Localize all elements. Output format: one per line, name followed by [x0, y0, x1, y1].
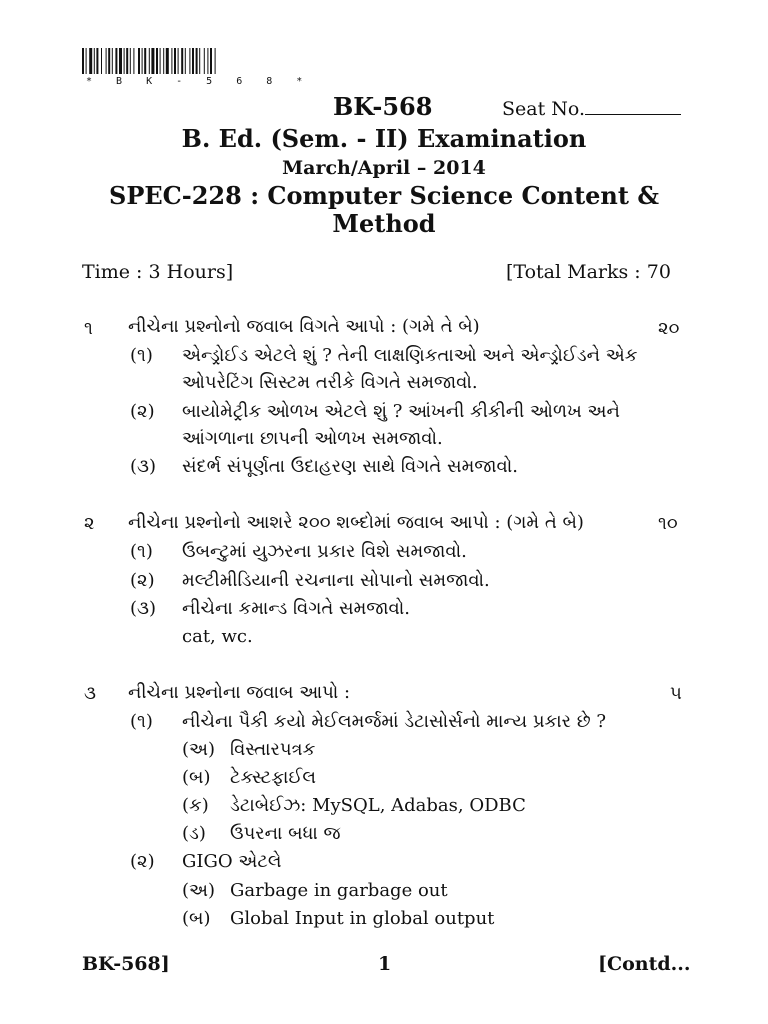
q3-sub-2-label: (૨): [130, 851, 155, 872]
page-number: 1: [378, 953, 392, 975]
q3-sub-1-option-c-label: (ક): [182, 795, 209, 816]
q3-sub-1-option-d-label: (ડ): [182, 823, 206, 844]
seat-number-field: [502, 98, 681, 120]
question-2-marks: ૧૦: [658, 513, 678, 534]
q3-sub-1-option-a-label: (અ): [182, 739, 216, 760]
q3-sub-2-text: GIGO એટલે: [182, 851, 282, 872]
footer-paper-code: BK-568]: [82, 953, 170, 975]
q3-sub-2-option-b-text: Global Input in global output: [230, 908, 495, 929]
question-1-number: ૧: [84, 318, 93, 339]
q1-item-3-label: (૩): [130, 456, 157, 477]
question-3-number: ૩: [84, 683, 96, 704]
subject-title-line2: Method: [332, 209, 436, 238]
q3-sub-1-label: (૧): [130, 711, 153, 732]
q1-item-3-text: સંદર્ભ સંપૂર્ણતા ઉદાહરણ સાથે વિગતે સમજાવો.: [182, 456, 518, 477]
q3-sub-1-option-c-text: ડેટાબેઈઝ: MySQL, Adabas, ODBC: [230, 795, 526, 816]
seat-label: Seat No.: [502, 98, 586, 120]
q2-item-1-text: ઉબન્ટુમાં યુઝરના પ્રકાર વિશે સમજાવો.: [182, 541, 467, 562]
paper-code: BK-568: [333, 92, 433, 121]
q2-item-1-label: (૧): [130, 541, 153, 562]
q3-sub-2-option-a-text: Garbage in garbage out: [230, 880, 448, 901]
q1-item-2-text: બાયોમેટ્રીક ઓળખ એટલે શું ? આંખની કીકીની ઓળખ અને: [182, 401, 620, 422]
question-2-number: ૨: [84, 513, 95, 534]
q3-sub-1-option-b-text: ટેક્સ્ટફાઈલ: [230, 767, 316, 788]
question-3-text: નીચેના પ્રશ્નોના જવાબ આપો :: [128, 682, 351, 703]
q3-sub-1-option-b-label: (બ): [182, 767, 211, 788]
q3-sub-1-option-a-text: વિસ્તારપત્રક: [230, 739, 316, 760]
q3-sub-2-option-a-label: (અ): [182, 880, 216, 901]
q2-item-3-label: (૩): [130, 598, 157, 619]
q2-item-3-commands: cat, wc.: [182, 626, 253, 647]
q1-item-1-label: (૧): [130, 345, 153, 366]
exam-title: B. Ed. (Sem. - II) Examination: [181, 124, 587, 153]
q1-item-2-text-cont: આંગળાના છાપની ઓળખ સમજાવો.: [182, 428, 443, 449]
q3-sub-1-text: નીચેના પૈકી કયો મેઈલમર્જમાં ડેટાસોર્સનો માન્ય પ્રકાર છે ?: [182, 711, 606, 732]
q3-sub-1-option-d-text: ઉપરના બધા જ: [230, 823, 341, 844]
exam-session: March/April – 2014: [282, 157, 486, 179]
seat-number-blank: [585, 98, 681, 115]
q1-item-1-text: એન્ડ્રોઈડ એટલે શું ? તેની લાક્ષણિકતાઓ અને એન્ડ્રોઈડને એક: [182, 345, 638, 366]
q3-sub-2-option-b-label: (બ): [182, 908, 211, 929]
barcode: [82, 48, 304, 74]
question-1-marks: ૨૦: [658, 318, 680, 339]
q2-item-2-text: મલ્ટીમીડિયાની રચનાના સોપાનો સમજાવો.: [182, 570, 490, 591]
barcode-text: * B K - 5 6 8 *: [86, 76, 312, 87]
continued-label: [Contd...: [598, 953, 691, 975]
q2-item-2-label: (૨): [130, 570, 155, 591]
time-duration: Time : 3 Hours]: [82, 261, 234, 283]
total-marks: [Total Marks : 70: [506, 261, 671, 283]
q1-item-2-label: (૨): [130, 401, 155, 422]
subject-title-line1: SPEC-228 : Computer Science Content &: [109, 181, 659, 210]
q2-item-3-text: નીચેના કમાન્ડ વિગતે સમજાવો.: [182, 598, 410, 619]
question-2-text: નીચેના પ્રશ્નોનો આશરે ૨૦૦ શબ્દોમાં જવાબ આપો : (ગમે તે બે): [128, 512, 584, 533]
question-1-text: નીચેના પ્રશ્નોનો જવાબ વિગતે આપો : (ગમે તે બે): [128, 316, 480, 337]
q1-item-1-text-cont: ઓપરેટિંગ સિસ્ટમ તરીકે વિગતે સમજાવો.: [182, 372, 478, 393]
question-3-marks: ૫: [670, 683, 682, 704]
